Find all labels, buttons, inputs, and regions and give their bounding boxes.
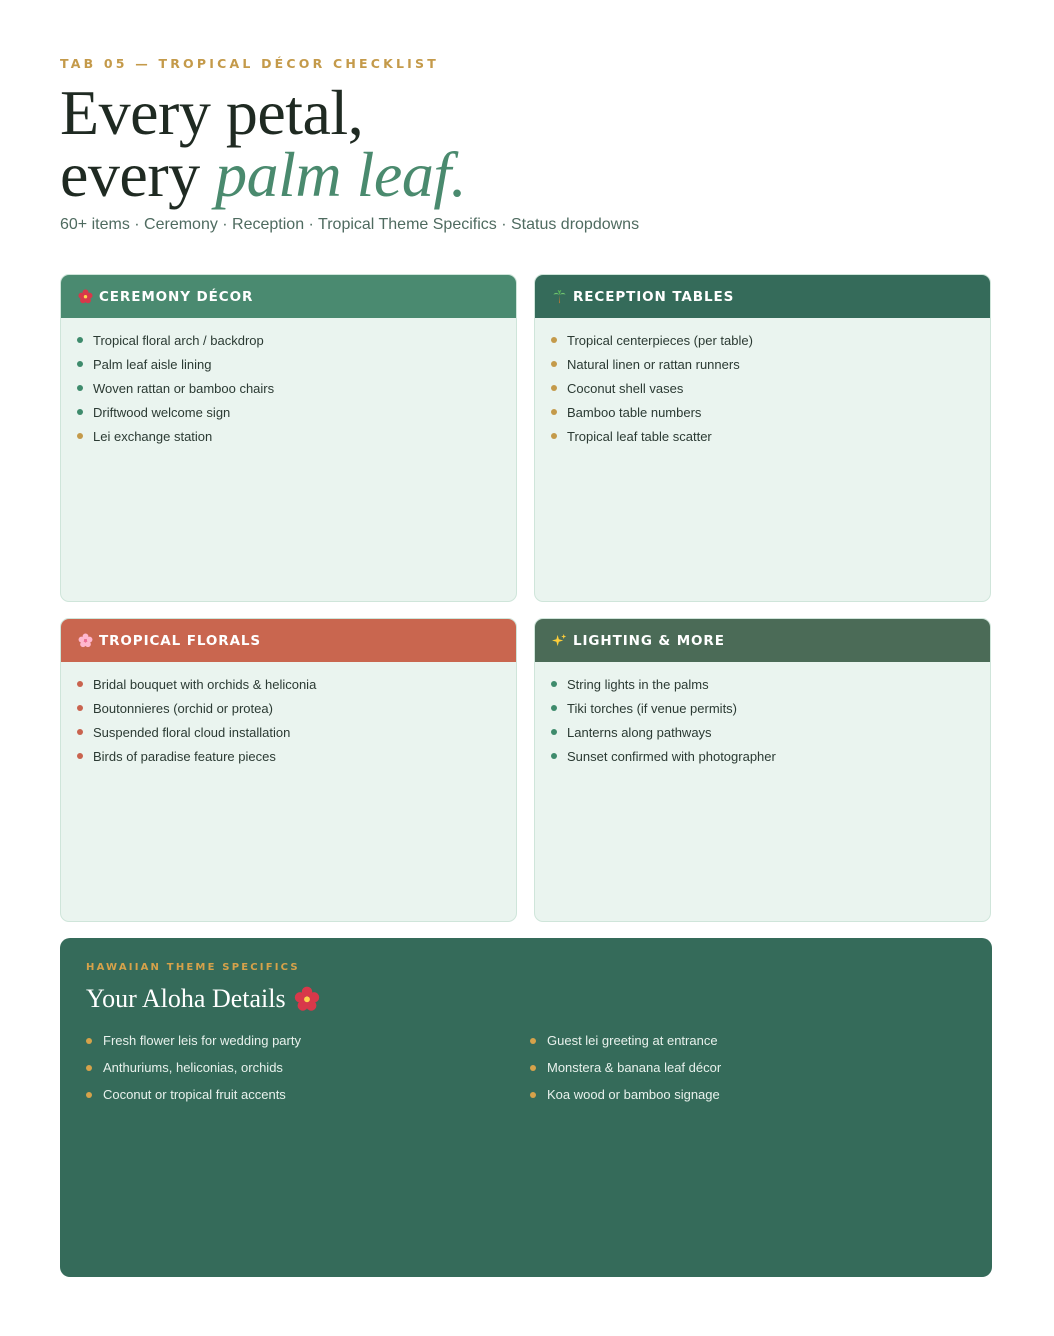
title-accent: palm leaf.: [215, 139, 467, 210]
list-item: [551, 376, 990, 400]
status-dot: [551, 337, 557, 343]
list-item: [77, 424, 516, 448]
list-item: [86, 1081, 301, 1108]
list-item: [551, 352, 990, 376]
tab-eyebrow: TAB 05 — TROPICAL DÉCOR CHECKLIST: [60, 56, 439, 71]
item-label: Natural linen or rattan runners: [567, 356, 740, 372]
status-dot: [551, 753, 557, 759]
item-label: Boutonnieres (orchid or protea): [93, 700, 273, 716]
hibiscus-icon: [77, 289, 93, 304]
status-dot: [551, 433, 557, 439]
title-line-1: Every petal,: [60, 77, 364, 148]
item-label: Palm leaf aisle lining: [93, 356, 212, 372]
item-label: Fresh flower leis for wedding party: [103, 1033, 301, 1048]
list-item: [86, 1027, 301, 1054]
bullet-dot: [86, 1065, 92, 1071]
page-subtitle: 60+ items · Ceremony · Reception · Tropical Theme Specifics · Status dropdowns: [60, 216, 640, 233]
list-item: [77, 400, 516, 424]
item-label: Bridal bouquet with orchids & heliconia: [93, 676, 317, 692]
hawaiian-theme-panel: [60, 938, 992, 1277]
card-reception-tables: [534, 274, 991, 602]
list-item: [77, 696, 516, 720]
status-dot: [77, 385, 83, 391]
status-dot: [77, 409, 83, 415]
list-item: [77, 744, 516, 768]
card-item-list: [535, 662, 990, 768]
list-item: [551, 696, 990, 720]
item-label: Anthuriums, heliconias, orchids: [103, 1060, 283, 1075]
bullet-dot: [530, 1065, 536, 1071]
list-item: [551, 328, 990, 352]
card-item-list: [61, 318, 516, 448]
aloha-list-right: [530, 1027, 721, 1108]
item-label: Koa wood or bamboo signage: [547, 1087, 720, 1102]
bullet-dot: [530, 1092, 536, 1098]
item-label: Birds of paradise feature pieces: [93, 748, 276, 764]
list-item: [530, 1054, 721, 1081]
card-lighting-and-more: [534, 618, 991, 922]
card-title: RECEPTION TABLES: [573, 288, 735, 305]
item-label: Lanterns along pathways: [567, 724, 712, 740]
item-label: Woven rattan or bamboo chairs: [93, 380, 275, 396]
card-header: [535, 619, 990, 662]
card-item-list: [61, 662, 516, 768]
item-label: Suspended floral cloud installation: [93, 724, 291, 740]
item-label: Bamboo table numbers: [567, 404, 702, 420]
list-item: [530, 1081, 721, 1108]
card-header: [61, 275, 516, 318]
aloha-list-left: [86, 1027, 301, 1108]
list-item: [551, 672, 990, 696]
hibiscus-icon: [294, 986, 320, 1012]
card-ceremony-decor: [60, 274, 517, 602]
list-item: [551, 424, 990, 448]
palm-tree-icon: [551, 289, 567, 304]
status-dot: [77, 705, 83, 711]
card-header: [535, 275, 990, 318]
status-dot: [77, 361, 83, 367]
list-item: [551, 744, 990, 768]
list-item: [77, 376, 516, 400]
item-label: Coconut shell vases: [567, 380, 684, 396]
item-label: Tropical leaf table scatter: [567, 428, 712, 444]
bullet-dot: [86, 1092, 92, 1098]
item-label: Tiki torches (if venue permits): [567, 700, 738, 716]
status-dot: [551, 705, 557, 711]
item-label: Tropical centerpieces (per table): [567, 332, 753, 348]
list-item: [77, 720, 516, 744]
status-dot: [551, 361, 557, 367]
bullet-dot: [530, 1038, 536, 1044]
card-title: LIGHTING & MORE: [573, 632, 725, 649]
panel-title-text: Your Aloha Details: [86, 984, 286, 1013]
list-item: [77, 328, 516, 352]
card-item-list: [535, 318, 990, 448]
card-title: TROPICAL FLORALS: [99, 632, 262, 649]
status-dot: [551, 385, 557, 391]
status-dot: [551, 729, 557, 735]
cherry-blossom-icon: [77, 633, 93, 648]
panel-eyebrow: HAWAIIAN THEME SPECIFICS: [86, 962, 300, 973]
list-item: [77, 352, 516, 376]
status-dot: [77, 681, 83, 687]
item-label: Lei exchange station: [93, 428, 213, 444]
sparkles-icon: [551, 633, 567, 648]
item-label: Guest lei greeting at entrance: [547, 1033, 718, 1048]
card-tropical-florals: [60, 618, 517, 922]
list-item: [86, 1054, 301, 1081]
bullet-dot: [86, 1038, 92, 1044]
list-item: [530, 1027, 721, 1054]
item-label: Tropical floral arch / backdrop: [93, 332, 264, 348]
title-line-2: every: [60, 139, 216, 210]
panel-title: [86, 984, 320, 1014]
status-dot: [551, 409, 557, 415]
card-title: CEREMONY DÉCOR: [99, 288, 254, 305]
list-item: [551, 720, 990, 744]
status-dot: [77, 729, 83, 735]
item-label: Driftwood welcome sign: [93, 404, 231, 420]
item-label: String lights in the palms: [567, 676, 709, 692]
status-dot: [551, 681, 557, 687]
item-label: Coconut or tropical fruit accents: [103, 1087, 286, 1102]
list-item: [551, 400, 990, 424]
page-title: [60, 77, 467, 210]
status-dot: [77, 753, 83, 759]
item-label: Monstera & banana leaf décor: [547, 1060, 722, 1075]
status-dot: [77, 433, 83, 439]
card-header: [61, 619, 516, 662]
item-label: Sunset confirmed with photographer: [567, 748, 776, 764]
status-dot: [77, 337, 83, 343]
list-item: [77, 672, 516, 696]
